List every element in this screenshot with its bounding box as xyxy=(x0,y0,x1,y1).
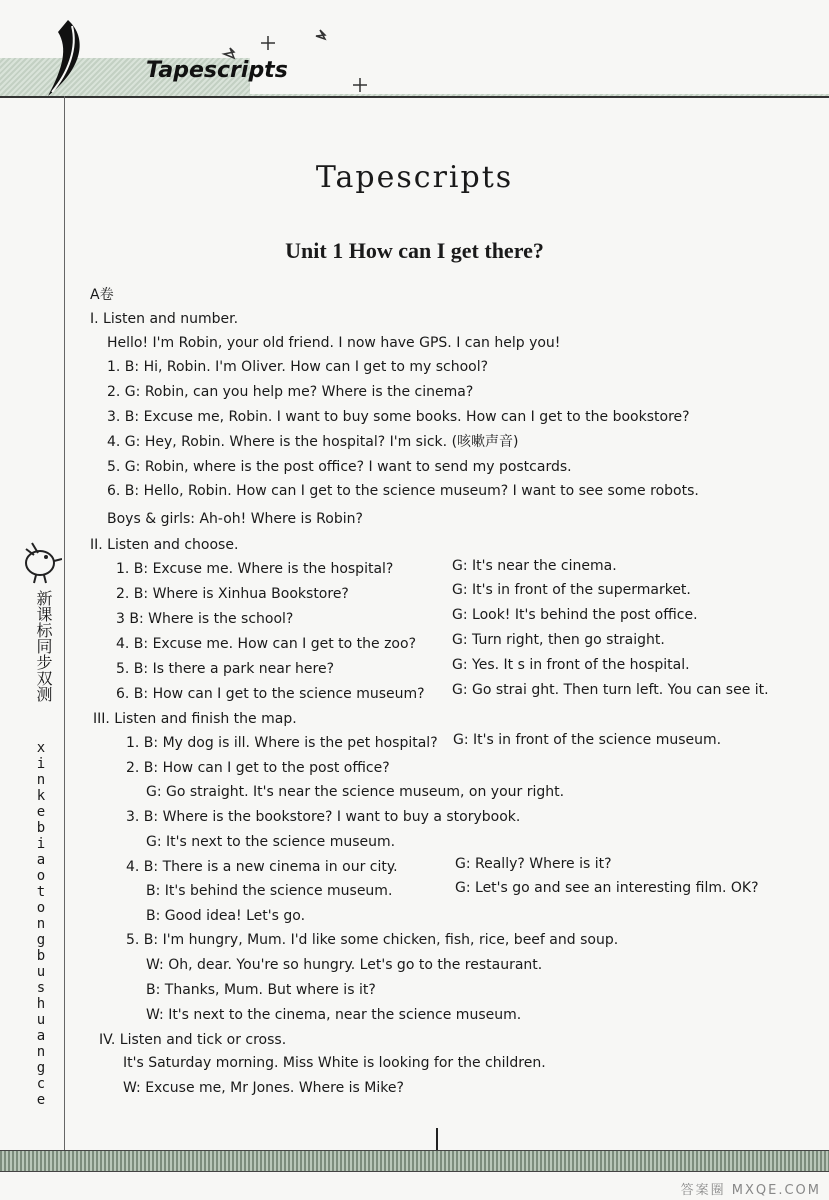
script-line: 6. B: How can I get to the science museum? xyxy=(116,686,425,702)
script-line: 2. B: How can I get to the post office? xyxy=(126,760,390,776)
paper-label: A卷 xyxy=(90,287,114,303)
script-line: G: It's near the cinema. xyxy=(452,558,617,574)
script-line: 3. B: Excuse me, Robin. I want to buy some books. How can I get to the bookstore? xyxy=(107,409,690,425)
script-line: It's Saturday morning. Miss White is looking for the children. xyxy=(123,1055,546,1071)
script-line: 2. B: Where is Xinhua Bookstore? xyxy=(116,586,349,602)
header-band xyxy=(0,58,829,98)
script-line: 4. B: There is a new cinema in our city. xyxy=(126,859,398,875)
script-line: B: It's behind the science museum. xyxy=(146,883,393,899)
section-heading: I. Listen and number. xyxy=(90,311,239,327)
script-line: 2. G: Robin, can you help me? Where is the cinema? xyxy=(107,384,474,400)
script-line: G: Go strai ght. Then turn left. You can see it. xyxy=(452,682,769,698)
script-line: 1. B: Excuse me. Where is the hospital? xyxy=(116,561,394,577)
series-title-pinyin: xinkebiaotongbushuangce xyxy=(33,740,49,1108)
script-line: 4. G: Hey, Robin. Where is the hospital? I'm sick. (咳嗽声音) xyxy=(107,434,519,450)
script-line: W: Excuse me, Mr Jones. Where is Mike? xyxy=(123,1080,404,1096)
script-line: G: Really? Where is it? xyxy=(455,856,612,872)
script-line: G: Yes. It s in front of the hospital. xyxy=(452,657,690,673)
script-line: G: It's in front of the supermarket. xyxy=(452,582,691,598)
section-heading: IV. Listen and tick or cross. xyxy=(99,1032,287,1048)
watermark-logo: 答案圈 MXQE.COM xyxy=(680,1183,821,1198)
script-line: 5. B: I'm hungry, Mum. I'd like some chicken, fish, rice, beef and soup. xyxy=(126,932,619,948)
script-line: W: Oh, dear. You're so hungry. Let's go to the restaurant. xyxy=(146,957,543,973)
script-line: W: It's next to the cinema, near the science museum. xyxy=(146,1007,522,1023)
series-title-cn: 新课标同步双测 xyxy=(34,590,53,702)
script-line: 1. B: My dog is ill. Where is the pet hospital? xyxy=(126,735,438,751)
script-line: 5. G: Robin, where is the post office? I want to send my postcards. xyxy=(107,459,572,475)
script-line: 5. B: Is there a park near here? xyxy=(116,661,334,677)
script-line: 3 B: Where is the school? xyxy=(116,611,294,627)
script-line: 3. B: Where is the bookstore? I want to buy a storybook. xyxy=(126,809,521,825)
document-title: Tapescripts xyxy=(315,160,514,195)
section-heading: II. Listen and choose. xyxy=(90,537,239,553)
section-heading: III. Listen and finish the map. xyxy=(93,711,297,727)
footer-band xyxy=(0,1150,829,1172)
bird-icon xyxy=(18,535,62,585)
script-line: G: It's next to the science museum. xyxy=(146,834,396,850)
script-line: 6. B: Hello, Robin. How can I get to the science museum? I want to see some robots. xyxy=(107,483,699,499)
unit-title: Unit 1 How can I get there? xyxy=(285,238,544,263)
script-line: Hello! I'm Robin, your old friend. I now have GPS. I can help you! xyxy=(107,335,561,351)
header-title: Tapescripts xyxy=(146,58,288,83)
script-line: 1. B: Hi, Robin. I'm Oliver. How can I get to my school? xyxy=(107,359,489,375)
script-line: G: Turn right, then go straight. xyxy=(452,632,665,648)
script-line: G: It's in front of the science museum. xyxy=(453,732,722,748)
script-line: Boys & girls: Ah-oh! Where is Robin? xyxy=(107,511,363,527)
script-line: B: Good idea! Let's go. xyxy=(146,908,306,924)
script-line: G: Look! It's behind the post office. xyxy=(452,607,698,623)
quill-icon xyxy=(28,18,98,98)
script-line: G: Let's go and see an interesting film. OK? xyxy=(455,880,759,896)
script-line: B: Thanks, Mum. But where is it? xyxy=(146,982,376,998)
script-line: 4. B: Excuse me. How can I get to the zoo? xyxy=(116,636,416,652)
script-line: G: Go straight. It's near the science museum, on your right. xyxy=(146,784,565,800)
